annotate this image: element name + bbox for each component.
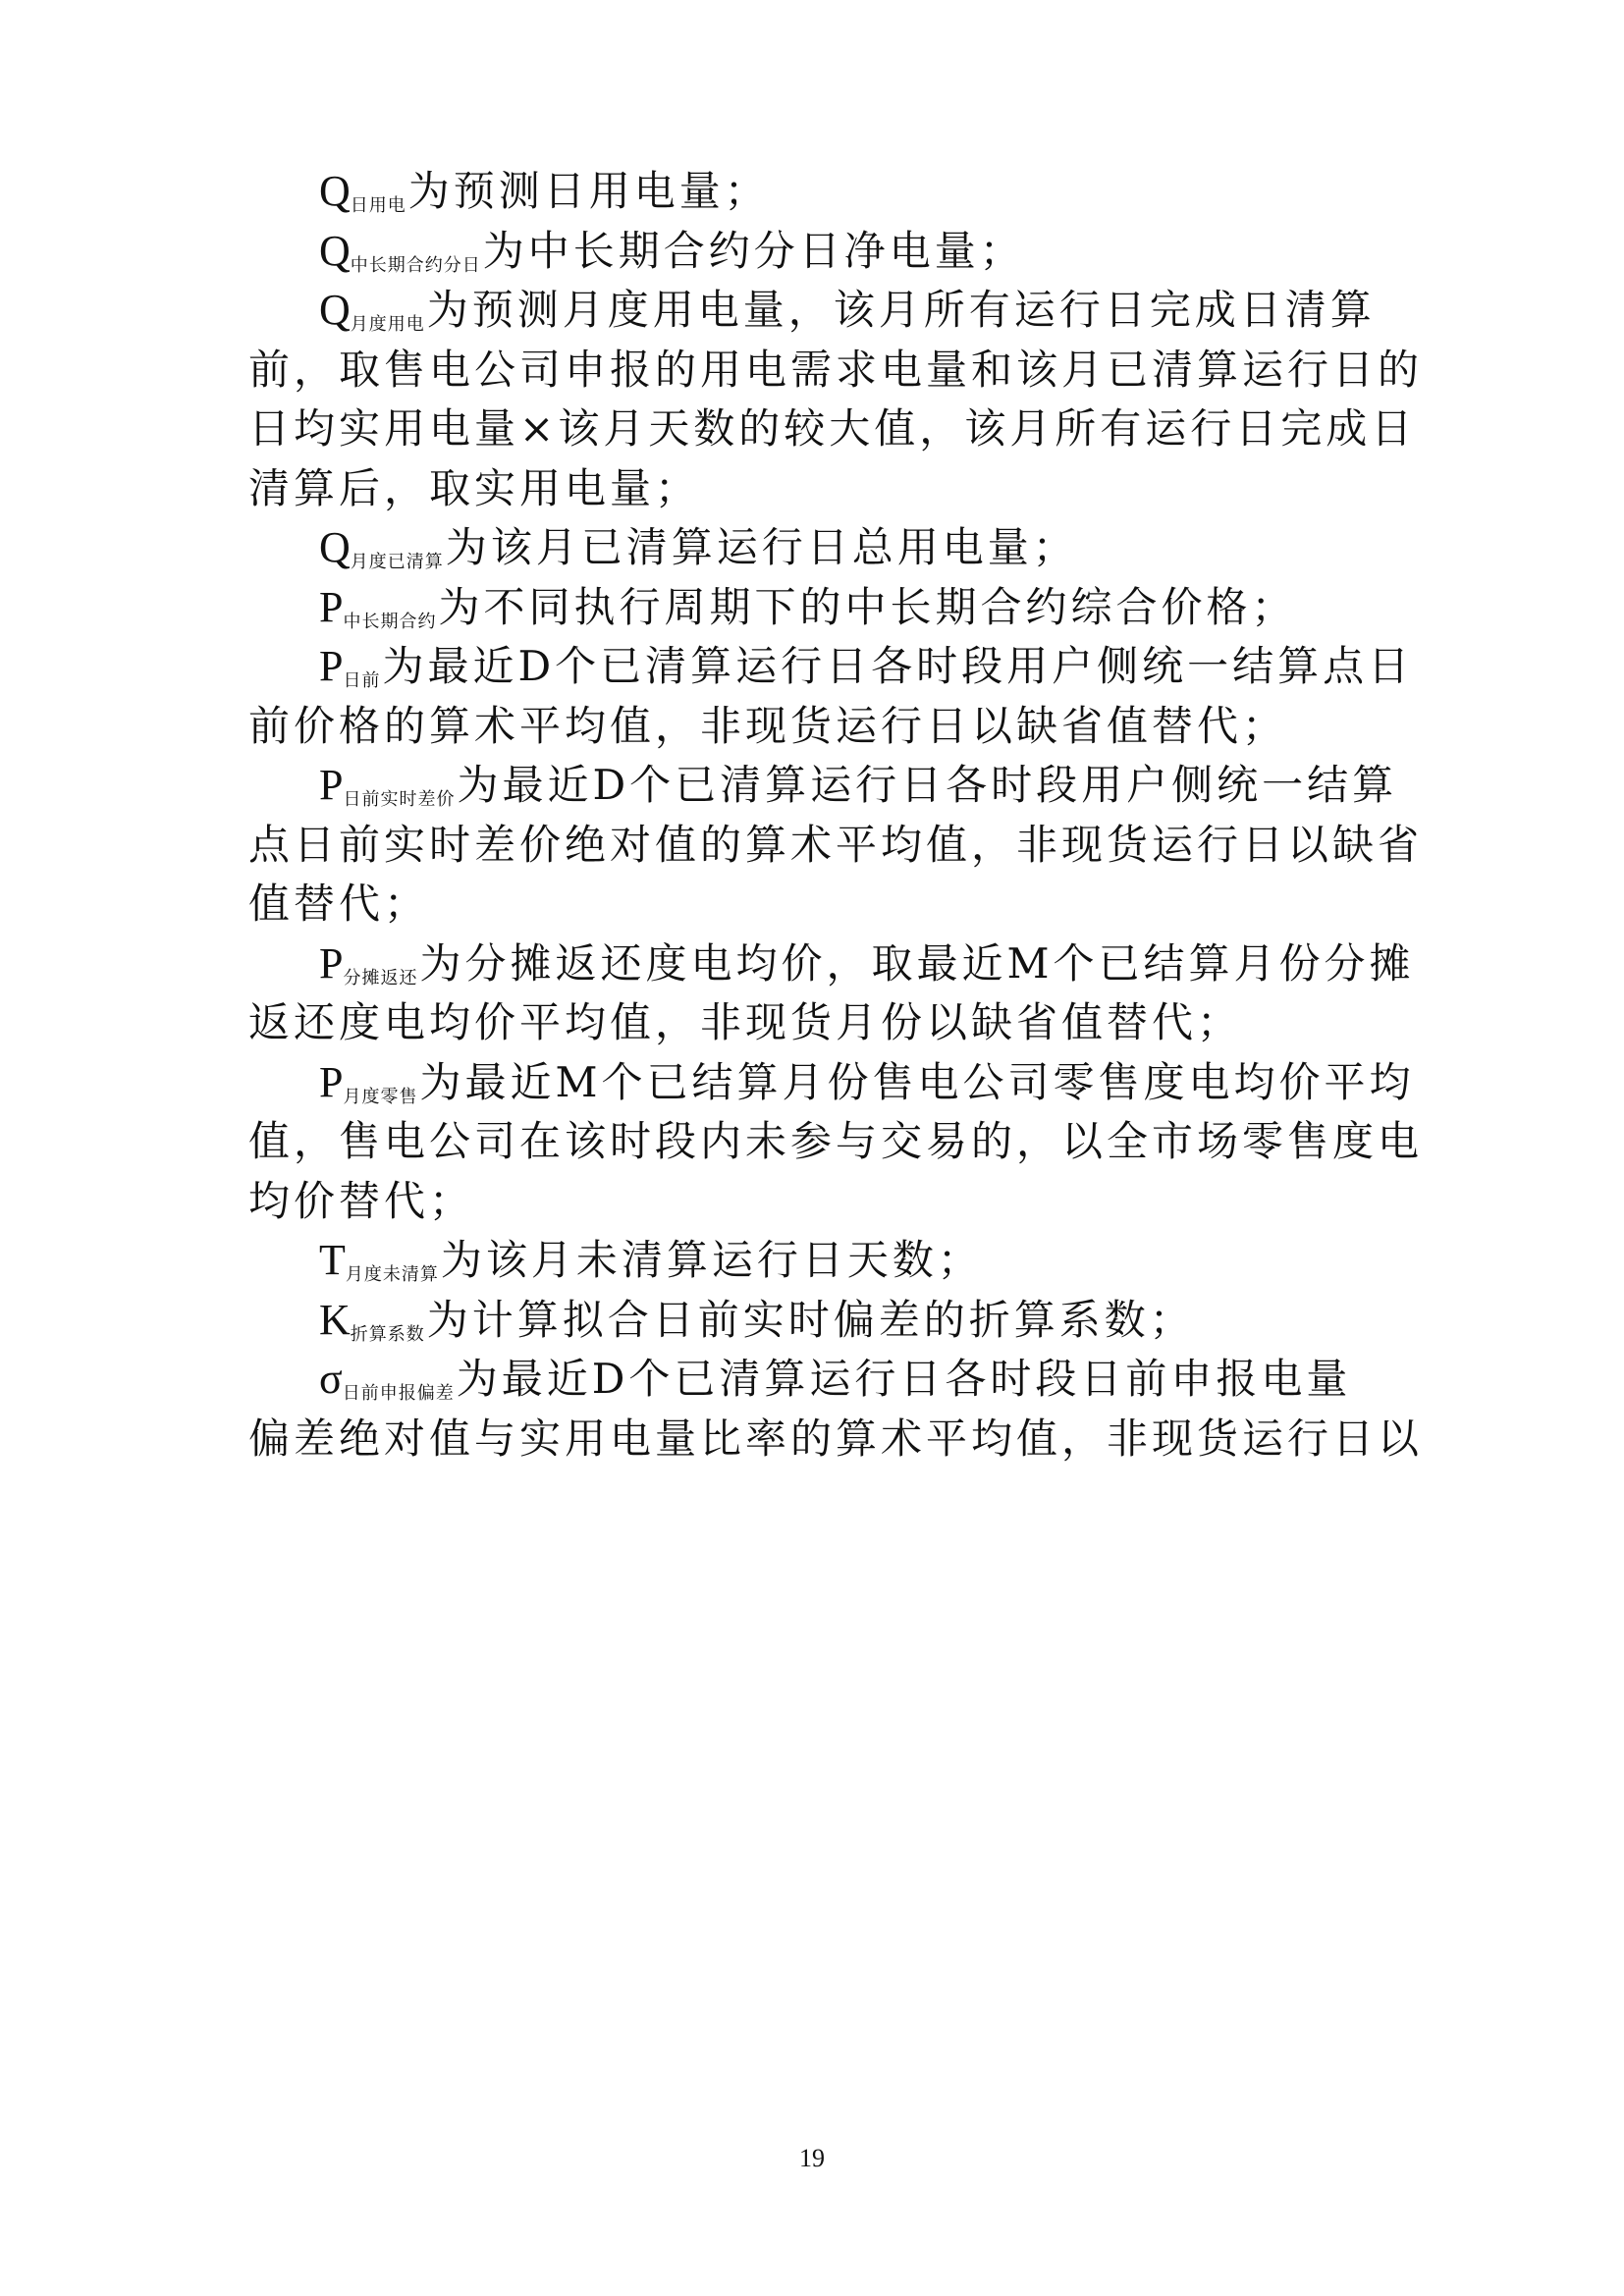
symbol: Q — [319, 227, 351, 275]
definition-text: 为该月未清算运行日天数； — [440, 1236, 983, 1284]
subscript: 月度零售 — [343, 1087, 418, 1107]
definition-q-monthly — [319, 281, 1376, 340]
symbol: P — [319, 642, 344, 690]
subscript: 中长期合约 — [343, 612, 437, 632]
definition-q-contract-daily — [319, 222, 1025, 281]
subscript: 日用电 — [350, 195, 406, 216]
symbol: K — [319, 1296, 351, 1344]
paragraph-line: 值，售电公司在该时段内未参与交易的，以全市场零售度电 — [248, 1117, 1424, 1165]
definition-text: 为预测月度用电量，该月所有运行日完成日清算 — [426, 286, 1376, 334]
paragraph-line: 前价格的算术平均值，非现货运行日以缺省值替代； — [248, 702, 1288, 750]
paragraph-line: 值替代； — [248, 880, 430, 928]
definition-p-monthly-retail — [319, 1053, 1415, 1112]
paragraph-line: 日均实用电量×该月天数的较大值，该月所有运行日完成日 — [248, 404, 1417, 453]
subscript: 日前实时差价 — [343, 789, 456, 810]
definition-p-rebate — [319, 934, 1415, 993]
definition-t-uncleared-days — [319, 1231, 983, 1290]
definition-p-price-spread — [319, 756, 1397, 815]
subscript: 中长期合约分日 — [350, 255, 481, 276]
subscript: 折算系数 — [350, 1324, 425, 1345]
definition-sigma-deviation — [319, 1350, 1351, 1409]
definition-text: 为该月已清算运行日总用电量； — [445, 523, 1078, 571]
definition-text: 为分摊返还度电均价，取最近M个已结算月份分摊 — [419, 939, 1415, 988]
subscript: 分摊返还 — [343, 968, 418, 988]
symbol: Q — [319, 286, 351, 334]
definition-p-contract — [319, 578, 1297, 637]
paragraph-line: 清算后，取实用电量； — [248, 464, 701, 512]
definition-k-conversion-factor — [319, 1291, 1195, 1350]
definition-text: 为计算拟合日前实时偏差的折算系数； — [426, 1296, 1195, 1344]
definition-text: 为最近M个已结算月份售电公司零售度电均价平均 — [419, 1058, 1415, 1106]
paragraph-line: 点日前实时差价绝对值的算术平均值，非现货运行日以缺省 — [248, 821, 1424, 869]
symbol: Q — [319, 167, 351, 215]
definition-q-daily — [319, 162, 770, 221]
paragraph-line: 前，取售电公司申报的用电需求电量和该月已清算运行日的 — [248, 346, 1424, 394]
symbol: P — [319, 1058, 344, 1106]
symbol: Q — [319, 523, 351, 571]
definition-text: 为最近D个已清算运行日各时段日前申报电量 — [456, 1355, 1352, 1403]
definition-text: 为中长期合约分日净电量； — [482, 227, 1025, 275]
definition-p-day-ahead — [319, 637, 1413, 696]
subscript: 月度已清算 — [350, 552, 444, 572]
definition-text: 为不同执行周期下的中长期合约综合价格； — [438, 583, 1297, 631]
symbol: P — [319, 761, 344, 809]
paragraph-line: 返还度电均价平均值，非现货月份以缺省值替代； — [248, 998, 1243, 1046]
definition-q-monthly-cleared — [319, 518, 1078, 577]
page-number: 19 — [799, 2144, 825, 2172]
definition-text: 为预测日用电量； — [407, 167, 770, 215]
symbol: σ — [319, 1355, 343, 1403]
definition-text: 为最近D个已清算运行日各时段用户侧统一结算 — [457, 761, 1398, 809]
paragraph-line: 偏差绝对值与实用电量比率的算术平均值，非现货运行日以 — [248, 1415, 1424, 1463]
symbol: T — [319, 1236, 346, 1284]
definition-text: 为最近D个已清算运行日各时段用户侧统一结算点日 — [382, 642, 1414, 690]
subscript: 月度用电 — [350, 314, 425, 335]
symbol: P — [319, 939, 344, 988]
paragraph-line: 均价替代； — [248, 1177, 475, 1225]
subscript: 日前 — [343, 670, 381, 691]
symbol: P — [319, 583, 344, 631]
subscript: 日前申报偏差 — [342, 1383, 455, 1404]
subscript: 月度未清算 — [345, 1264, 439, 1285]
